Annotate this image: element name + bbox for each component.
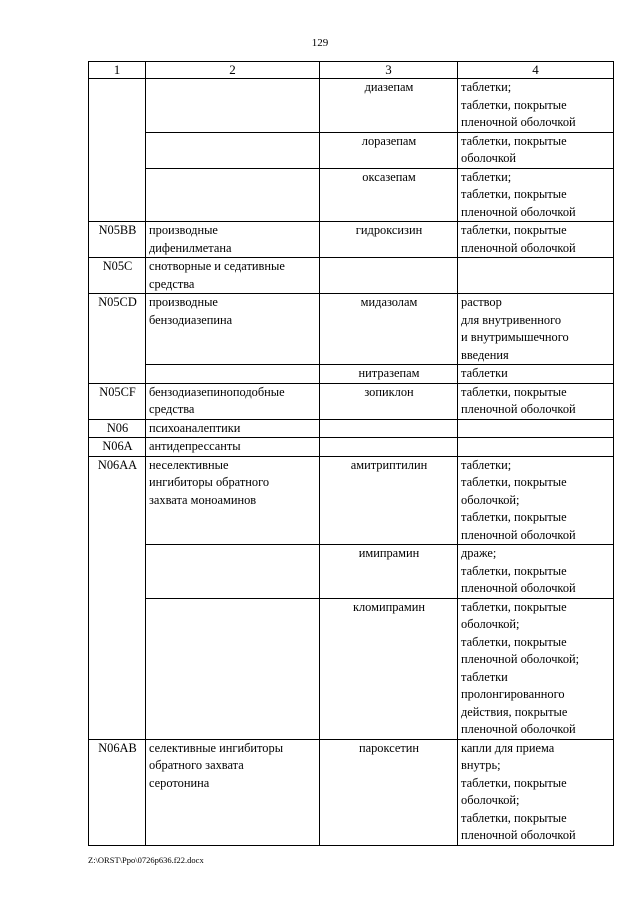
table-row <box>89 222 614 258</box>
group-cell <box>146 132 320 168</box>
drug-name-cell <box>320 258 458 294</box>
group-name-line: снотворные и седативные <box>149 259 285 273</box>
atc-code-cell <box>89 132 146 168</box>
dosage-form-line: пленочной оболочкой; <box>461 652 580 666</box>
table-row <box>89 383 614 419</box>
dosage-form-line: оболочкой; <box>461 793 520 807</box>
dosage-form-line: пленочной оболочкой <box>461 402 576 416</box>
column-header-3: 3 <box>320 62 458 79</box>
dosage-form-line: действия, покрытые <box>461 704 568 719</box>
dosage-form-line: таблетки, покрытые <box>461 563 567 578</box>
group-name-line: антидепрессанты <box>149 439 241 453</box>
atc-code-cell: N06AB <box>89 739 146 845</box>
dosage-form-line: внутрь; <box>461 758 501 772</box>
group-name-line: неселективные <box>149 457 229 472</box>
group-cell <box>146 222 320 258</box>
dosage-form-line: пленочной оболочкой <box>461 722 576 736</box>
dosage-form-line: таблетки, покрытые <box>461 223 567 237</box>
dosage-forms-cell <box>458 739 614 845</box>
dosage-form-line: оболочкой; <box>461 617 520 631</box>
dosage-forms-cell <box>458 294 614 365</box>
dosage-form-line: и внутримышечного <box>461 330 569 344</box>
dosage-forms-cell <box>458 222 614 258</box>
group-name-line: бензодиазепина <box>149 312 233 327</box>
group-name-line: селективные ингибиторы <box>149 740 284 755</box>
group-cell <box>146 419 320 438</box>
dosage-form-line: таблетки, покрытые <box>461 775 567 790</box>
dosage-forms-cell <box>458 598 614 739</box>
table-row <box>89 598 614 739</box>
dosage-forms-cell <box>458 456 614 545</box>
dosage-form-line: таблетки, покрытые <box>461 187 567 201</box>
dosage-form-line: оболочкой <box>461 151 517 165</box>
drug-name-cell: мидазолам <box>320 294 458 365</box>
dosage-form-line: таблетки, покрытые <box>461 384 567 399</box>
dosage-form-line: таблетки, покрытые <box>461 133 567 148</box>
group-cell <box>146 438 320 457</box>
group-name-line: производные <box>149 223 218 237</box>
dosage-forms-cell <box>458 438 614 457</box>
drug-name-cell <box>320 419 458 438</box>
dosage-form-line: таблетки <box>461 366 508 380</box>
column-header-2: 2 <box>146 62 320 79</box>
group-cell <box>146 598 320 739</box>
group-cell <box>146 294 320 365</box>
dosage-form-line: таблетки; <box>461 169 512 184</box>
dosage-form-line: таблетки; <box>461 457 512 472</box>
dosage-form-line: таблетки, покрытые <box>461 510 567 524</box>
dosage-form-line: пленочной оболочкой <box>461 204 576 219</box>
drug-table <box>88 61 614 846</box>
dosage-form-line: пленочной оболочкой <box>461 828 576 842</box>
dosage-forms-cell <box>458 365 614 384</box>
atc-code-cell: N06 <box>89 419 146 438</box>
drug-name-cell <box>320 438 458 457</box>
dosage-form-line: таблетки, покрытые <box>461 634 567 649</box>
dosage-form-line: оболочкой; <box>461 492 520 507</box>
group-name-line: производные <box>149 295 218 309</box>
dosage-forms-cell <box>458 545 614 599</box>
page-number: 129 <box>311 37 329 49</box>
table-row <box>89 419 614 438</box>
dosage-forms-cell <box>458 258 614 294</box>
column-header-1: 1 <box>89 62 146 79</box>
table-row <box>89 545 614 599</box>
group-cell <box>146 456 320 545</box>
dosage-form-line: таблетки, покрытые <box>461 599 567 614</box>
table-row <box>89 739 614 845</box>
dosage-form-line: раствор <box>461 295 502 309</box>
column-header-4: 4 <box>458 62 614 79</box>
dosage-form-line: таблетки, покрытые <box>461 475 567 489</box>
dosage-form-line: пленочной оболочкой <box>461 581 576 595</box>
drug-name-cell: пароксетин <box>320 739 458 845</box>
drug-name-cell: амитриптилин <box>320 456 458 545</box>
dosage-form-line: таблетки, покрытые <box>461 810 567 825</box>
atc-code-cell <box>89 79 146 133</box>
atc-code-cell: N05BB <box>89 222 146 258</box>
group-name-line: дифенилметана <box>149 240 232 255</box>
group-name-line: захвата моноаминов <box>149 492 257 507</box>
group-name-line: бензодиазепиноподобные <box>149 384 285 399</box>
drug-name-cell: гидроксизин <box>320 222 458 258</box>
atc-code-cell <box>89 545 146 599</box>
document-path-footer: Z:\ORST\Ppo\0726p636.f22.docx <box>88 855 204 865</box>
atc-code-cell: N05CF <box>89 383 146 419</box>
drug-name-cell: нитразепам <box>320 365 458 384</box>
dosage-forms-cell <box>458 168 614 222</box>
drug-name-cell: диазепам <box>320 79 458 133</box>
dosage-form-line: пленочной оболочкой <box>461 115 576 129</box>
dosage-forms-cell <box>458 79 614 133</box>
group-cell <box>146 168 320 222</box>
dosage-form-line: пленочной оболочкой <box>461 527 576 542</box>
drug-name-cell: зопиклон <box>320 383 458 419</box>
dosage-form-line: таблетки <box>461 669 508 684</box>
dosage-forms-cell <box>458 419 614 438</box>
table-row <box>89 456 614 545</box>
table-row <box>89 365 614 384</box>
atc-code-cell: N06AA <box>89 456 146 545</box>
group-cell <box>146 739 320 845</box>
group-name-line: обратного захвата <box>149 758 244 772</box>
dosage-forms-cell <box>458 383 614 419</box>
table-row <box>89 79 614 133</box>
dosage-form-line: драже; <box>461 546 497 560</box>
group-name-line: средства <box>149 276 195 291</box>
dosage-form-line: капли для приема <box>461 740 555 755</box>
group-name-line: серотонина <box>149 775 210 790</box>
atc-code-cell <box>89 168 146 222</box>
dosage-forms-cell <box>458 132 614 168</box>
group-cell <box>146 365 320 384</box>
dosage-form-line: пленочной оболочкой <box>461 240 576 255</box>
atc-code-cell: N05CD <box>89 294 146 365</box>
dosage-form-line: введения <box>461 347 509 362</box>
dosage-form-line: пролонгированного <box>461 687 565 701</box>
group-name-line: ингибиторы обратного <box>149 475 270 489</box>
dosage-form-line: таблетки; <box>461 80 512 94</box>
group-cell <box>146 258 320 294</box>
atc-code-cell <box>89 365 146 384</box>
group-cell <box>146 383 320 419</box>
group-cell <box>146 545 320 599</box>
drug-name-cell: лоразепам <box>320 132 458 168</box>
table-row <box>89 168 614 222</box>
drug-name-cell: оксазепам <box>320 168 458 222</box>
drug-name-cell: кломипрамин <box>320 598 458 739</box>
dosage-form-line: для внутривенного <box>461 312 562 327</box>
dosage-form-line: таблетки, покрытые <box>461 97 567 112</box>
table-row <box>89 294 614 365</box>
atc-code-cell: N06A <box>89 438 146 457</box>
table-row <box>89 132 614 168</box>
atc-code-cell <box>89 598 146 739</box>
table-header-row <box>89 62 614 79</box>
group-cell <box>146 79 320 133</box>
table-row <box>89 438 614 457</box>
group-name-line: психоаналептики <box>149 420 241 435</box>
drug-name-cell: имипрамин <box>320 545 458 599</box>
group-name-line: средства <box>149 402 195 416</box>
atc-code-cell: N05C <box>89 258 146 294</box>
table-row <box>89 258 614 294</box>
